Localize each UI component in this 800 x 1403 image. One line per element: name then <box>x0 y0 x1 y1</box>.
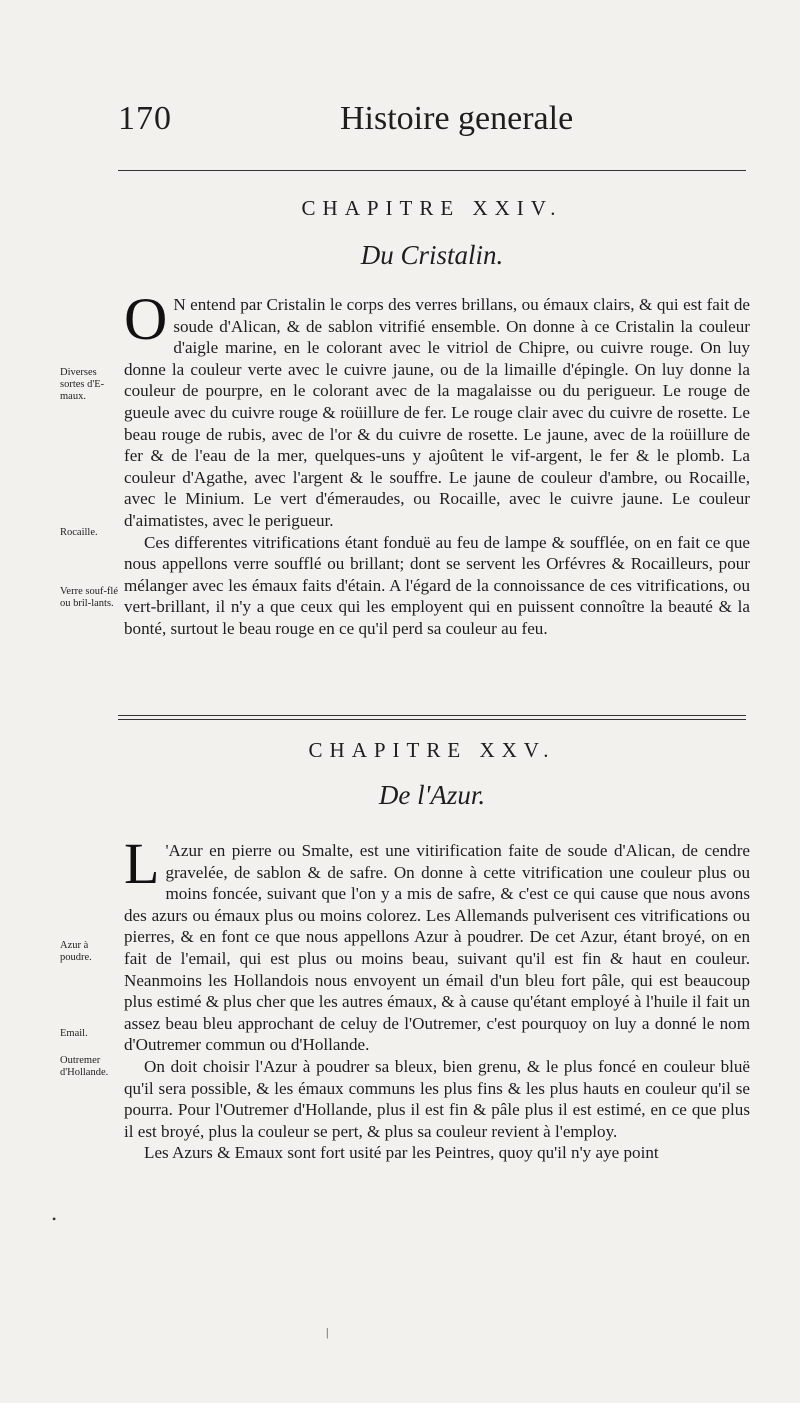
chapter-25-paragraph-3: Les Azurs & Emaux sont fort usité par les Peintres, quoy qu'il n'y aye point <box>144 1143 659 1163</box>
chapter-25-text <box>124 831 750 1164</box>
margin-note-rocaille: Rocaille. <box>60 527 98 538</box>
chapter-divider-top <box>118 715 746 716</box>
page-number: 170 <box>118 100 172 137</box>
header-rule <box>118 170 746 171</box>
running-head: Histoire generale <box>340 100 574 137</box>
margin-mark: | <box>326 1325 329 1339</box>
chapter-24-paragraph-2: Ces differentes vitrifications étant fonduë au feu de lampe & soufflée, on en fait ce que nous appellons verre soufflé ou brillant; dont se servent les Orfévres & Rocailleurs, pour mélanger avec les émaux faits d'étain. A l'égard de la connoissance de ces vitrifications, ou vert-brillant, il n'y a que ceux qui les employent qui en puissent connoître la beauté & la bonté, surtout le beau rouge en ce qu'il perd sa couleur au feu. <box>124 532 750 638</box>
chapter-25-title: De l'Azur. <box>378 780 486 810</box>
margin-note-diverses: Diverses sortes d'E-maux. <box>60 367 105 402</box>
chapter-24-title: Du Cristalin. <box>360 240 504 270</box>
chapter-24-text <box>124 286 750 640</box>
chapter-25-heading: CHAPITRE XXV. <box>308 738 556 762</box>
chapter-25-paragraph-1-text: 'Azur en pierre ou Smalte, est une vitirification faite de soude d'Alican, de cendre gravelée, de sablon & de safre. On donne à cette vitrification une couleur plus ou moins foncée, suivant que l'on y a mis de safre, & c'est ce qui cause que nous avons des azurs ou émaux plus ou moins colorez. Les Allemands pulverisent ces vitrifications ou pierres, & en font ce que nous appellons Azur à poudrer. De cet Azur, étant broyé, on en fait de l'email, qui est plus ou moins beau, suivant qu'il est fin & haut en couleur. Neanmoins les Hollandois nous envoyent un émail d'un bleu fort pâle, qui est beaucoup plus estimé & plus cher que les autres émaux, & à cause qu'étant employé à l'huile il fait un assez beau bleu approchant de celuy de l'Outremer, c'est pourquoy on luy a donné le nom d'Outremer commun ou d'Hollande. <box>124 841 750 1055</box>
ink-spot: • <box>52 1212 57 1226</box>
chapter-25-paragraph-1 <box>124 831 750 1056</box>
margin-note-azur: Azur à poudre. <box>60 940 92 963</box>
chapter-24-paragraph-1 <box>124 286 750 532</box>
margin-note-email: Email. <box>60 1028 88 1039</box>
dropcap-l: L <box>124 831 160 896</box>
margin-note-verre-souffle: Verre souf-flé ou bril-lants. <box>60 586 119 609</box>
chapter-25-paragraph-2: On doit choisir l'Azur à poudrer sa bleux, bien grenu, & le plus foncé en couleur bluë qu'il sera possible, & les émaux communs les plus fins & les plus hauts en couleur qu'il se pourra. Pour l'Outremer d'Hollande, plus il est fin & pâle plus il est estimé, en ce que plus il est broyé, plus la couleur se pert, & plus sa couleur revient à l'employ. <box>124 1056 750 1141</box>
margin-note-outremer: Outremer d'Hollande. <box>60 1055 109 1078</box>
dropcap-o: O <box>124 286 168 352</box>
chapter-24-paragraph-1-text: N entend par Cristalin le corps des verres brillans, ou émaux clairs, & qui est fait de soude d'Alican, & de sablon vitrifié ensemble. On donne à ce Cristalin la couleur d'aigle marine, en le colorant avec le vitriol de Chipre, ou cuivre rouge. On luy donne la couleur verte avec le cuivre jaune, ou de la limaille d'épingle. On luy donne la couleur de pourpre, en le colorant avec de la magalaisse ou du perigueur. Le rouge de gueule avec du cuivre rouge & roüillure de fer. Le rouge clair avec du cuivre de rosette. Le beau rouge de rubis, avec de l'or & du cuivre de rosette. Le jaune, avec de la roüillure de fer & de l'eau de la mer, quelques-uns y ajoûtent le vif-argent, le fer & le plomb. La couleur d'Agathe, avec l'argent & le souffre. Le jaune de couleur d'ambre, ou Rocaille, avec le Minium. Le vert d'émeraudes, ou Rocaille, avec le cuivre jaune. Le couleur d'aimatistes, avec le perigueur. <box>124 295 750 530</box>
chapter-divider-bottom <box>118 719 746 720</box>
chapter-24-heading: CHAPITRE XXIV. <box>301 196 563 220</box>
